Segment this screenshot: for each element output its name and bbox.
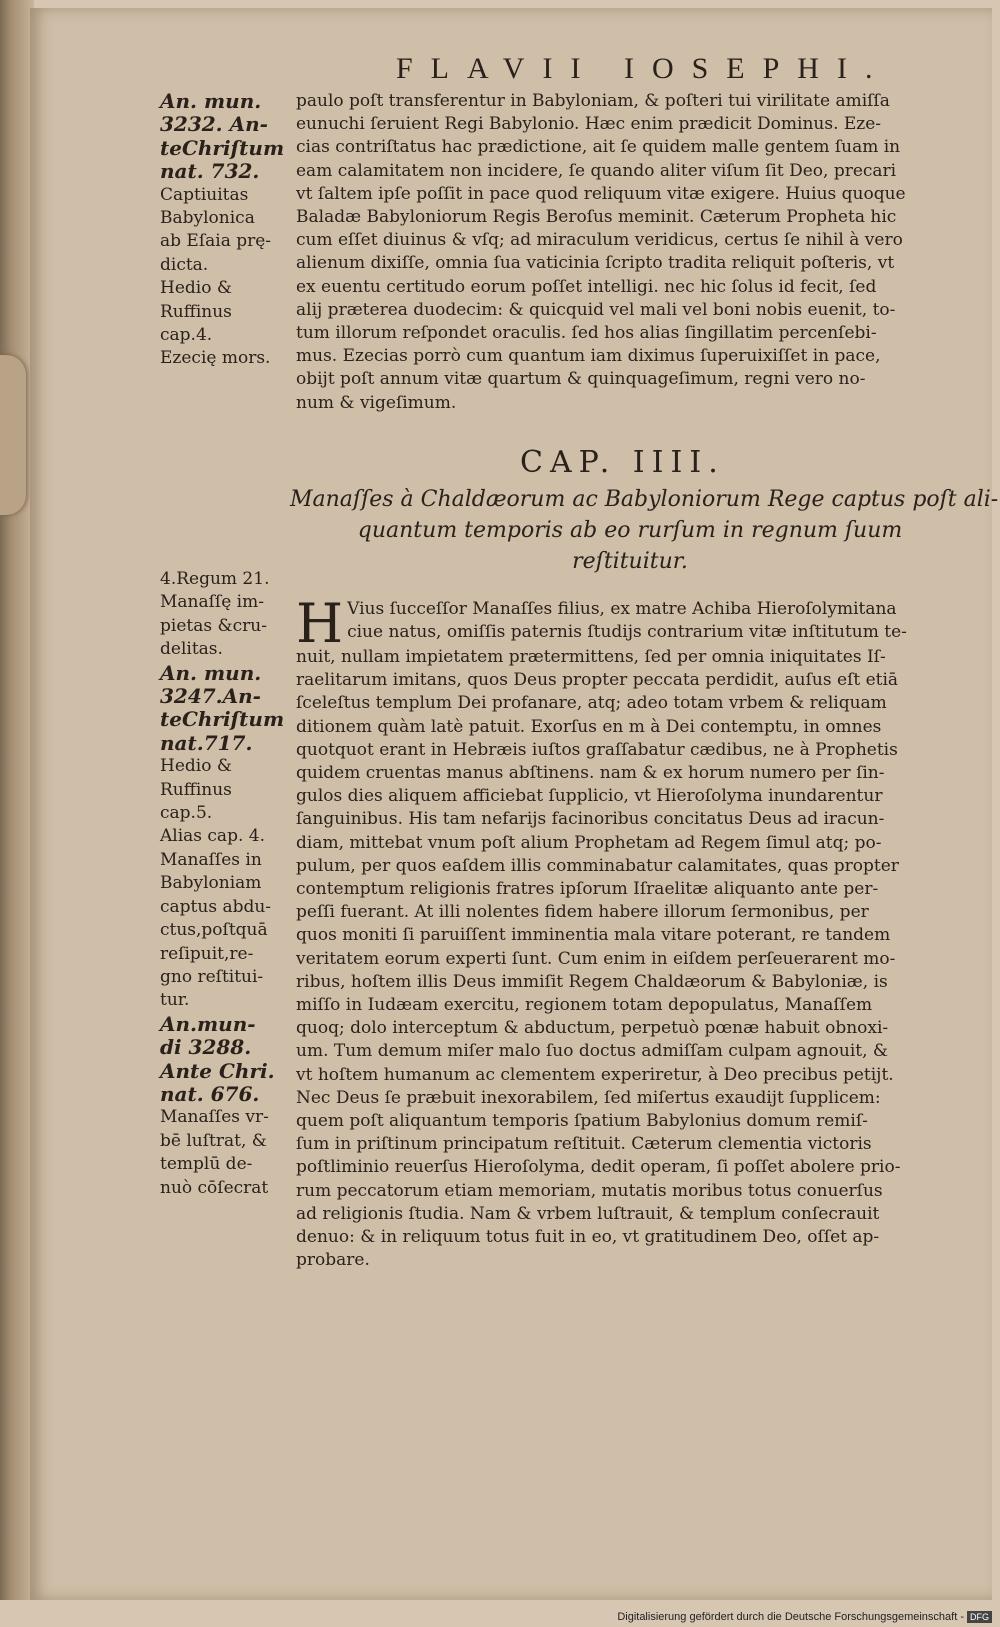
margin-note-line: delitas. — [160, 639, 223, 660]
text-line: alienum dixiſſe, omnia ſua vaticinia ſcripto tradita reliquit poſteris, vt — [296, 253, 895, 274]
text-line: gulos dies aliquem afficiebat ſupplicio, vt Hieroſolyma inundarentur — [296, 786, 883, 807]
summary-line: Manaſſes à Chaldæorum ac Babyloniorum Rege captus poſt ali- — [290, 487, 999, 512]
margin-note-line: Manaſſes vr- — [160, 1107, 269, 1128]
text-line: miſſo in Iudæam exercitu, regionem totam depopulatus, Manaſſem — [296, 995, 873, 1016]
drop-cap: H — [296, 592, 344, 655]
text-line: poſtliminio reuerſus Hieroſolyma, dedit operam, ſi poſſet abolere prio- — [296, 1157, 901, 1178]
summary-line: quantum temporis ab eo rurſum in regnum ſuum — [357, 518, 903, 543]
text-line: mus. Ezecias porrò cum quantum iam diximus ſuperuixiſſet in pace, — [296, 346, 881, 367]
text-line: raelitarum imitans, quos Deus propter peccata perdidit, auſus eſt etiā — [296, 670, 899, 691]
text-line: ditionem quàm latè patuit. Exorſus en m à Dei contemptu, in omnes — [296, 716, 882, 737]
margin-note-line: An. mun. — [160, 89, 262, 113]
text-line: num & vigeſimum. — [296, 392, 457, 413]
margin-note-line: Babyloniam — [160, 873, 262, 894]
margin-note-line: An.mun- — [160, 1011, 256, 1036]
margin-note-line: Ruffinus — [160, 301, 232, 322]
text-line: nuit, nullam impietatem prætermittens, ſed per omnia iniquitates Iſ- — [296, 647, 886, 667]
text-line: cum eſſet diuinus & vſq; ad miraculum veridicus, certus ſe nihil à vero — [296, 230, 903, 251]
margin-note-line: nuò cōſecrat — [160, 1177, 269, 1198]
margin-note-line: gno reſtitui- — [160, 966, 264, 987]
margin-note-line: reſipuit,re- — [160, 943, 254, 964]
margin-note-line: nat. 676. — [160, 1081, 260, 1106]
text-line: alij præterea duodecim: & quicquid vel mali vel boni nobis euenit, to- — [296, 299, 896, 320]
margin-note-line: Manaſſes in — [160, 849, 262, 870]
margin-note-line: bē luſtrat, & — [160, 1130, 267, 1151]
text-line: quos moniti ſi paruiſſent imminentia mala vitare poterant, re tandem — [296, 925, 891, 946]
text-line: vt hoſtem humanum ac clementem experiretur, à Deo precibus petijt. — [296, 1064, 894, 1085]
margin-note-line: di 3288. — [160, 1035, 252, 1060]
margin-note-line: Ruffinus — [160, 779, 232, 800]
text-line: ſum in priſtinum principatum reſtituit. Cæterum clementia victoris — [296, 1134, 872, 1155]
text-line: ciue natus, omiſſis paternis ſtudijs contrarium vitæ inſtitutum te- — [347, 622, 907, 643]
text-line: probare. — [296, 1250, 370, 1271]
margin-note-line: nat.717. — [160, 730, 253, 755]
chapter-title: CAP. IIII. — [520, 445, 725, 480]
margin-note-line: Hedio & — [160, 756, 232, 777]
footer-text: Digitalisierung gefördert durch die Deutsche Forschungsgemeinschaft - — [617, 1611, 964, 1623]
text-line: peſſi fuerant. At illi nolentes fidem habere illorum ſermonibus, per — [296, 902, 869, 923]
text-line: diam, mittebat vnum poſt alium Prophetam ad Regem ſimul atq; po- — [296, 832, 882, 853]
text-block-bottom — [296, 592, 976, 1272]
margin-note-line: ab Eſaia prę- — [160, 231, 272, 252]
margin-note-line: Manaſſę im- — [160, 592, 264, 613]
text-line: veritatem eorum experti ſunt. Cum enim in eiſdem perſeuerarent mo- — [296, 948, 896, 969]
margin-note-line: 4.Regum 21. — [160, 569, 270, 589]
text-line: quem poſt aliquantum temporis ſpatium Babylonius domum remiſ- — [296, 1111, 868, 1132]
text-line: ad religionis ſtudia. Nam & vrbem luſtrauit, & templum conſecrauit — [296, 1203, 880, 1224]
margin-note-line: teChriſtum — [160, 135, 285, 160]
margin-note-line: 3232. An- — [160, 112, 268, 137]
margin-note-line: cap.5. — [160, 803, 213, 824]
book-gutter — [0, 0, 34, 1600]
digitization-footer — [617, 1611, 992, 1623]
text-line: ex euentu certitudo eorum poſſet intelligi. nec hic ſolus id fecit, ſed — [296, 276, 877, 297]
margin-note-line: 3247.An- — [160, 684, 261, 709]
text-block-top — [296, 90, 976, 415]
margin-note-line: dicta. — [160, 254, 209, 275]
margin-note-line: Ezecię mors. — [160, 348, 271, 369]
margin-notes-top — [160, 90, 300, 371]
margin-note-line: Ante Chri. — [160, 1058, 275, 1083]
margin-note-line: templū de- — [160, 1154, 253, 1175]
text-line: quidem cruentas manus abſtinens. nam & ex horum numero per ſin- — [296, 763, 885, 784]
text-line: cias contriſtatus hac prædictione, ait ſe quidem malle gentem ſuam in — [296, 137, 901, 158]
margin-note-line: tur. — [160, 990, 190, 1011]
margin-note-line: Captiuitas — [160, 184, 249, 205]
text-remaining-lines — [296, 646, 976, 1272]
text-line: Vius ſucceſſor Manaſſes filius, ex matre Achiba Hieroſolymitana — [347, 599, 897, 619]
margin-notes-bottom — [160, 568, 300, 1200]
text-first-lines — [296, 592, 976, 655]
margin-note-line: An. mun. — [160, 660, 262, 685]
text-line: quoq; dolo interceptum & abductum, perpetuò pœnæ habuit obnoxi- — [296, 1018, 889, 1039]
margin-note-line: ctus,poſtquā — [160, 920, 268, 941]
margin-note-line: pietas &cru- — [160, 615, 267, 636]
margin-note-line: captus abdu- — [160, 896, 272, 917]
text-line: ribus, hoſtem illis Deus immiſit Regem Chaldæorum & Babyloniæ, is — [296, 971, 888, 992]
margin-note-line: teChriſtum — [160, 707, 285, 732]
text-line: ſceleſtus templum Dei profanare, atq; adeo totam vrbem & reliquam — [296, 693, 887, 714]
text-line: obijt poſt annum vitæ quartum & quinquageſimum, regni vero no- — [296, 369, 866, 390]
margin-note-line: cap.4. — [160, 325, 213, 346]
running-head: FLAVII IOSEPHI. — [396, 52, 891, 85]
page-tab-marker — [0, 355, 26, 515]
text-line: vt ſaltem ipſe poſſit in pace quod reliquum vitæ exigere. Huius quoque — [296, 183, 906, 204]
text-line: ſanguinibus. His tam nefarijs facinoribus concitatus Deus ad iracun- — [296, 809, 885, 830]
text-line: eam calamitatem non incidere, ſe quando aliter viſum ſit Deo, precari — [296, 160, 897, 181]
text-line: denuo: & in reliquum totus fuit in eo, vt gratitudinem Deo, oſſet ap- — [296, 1227, 880, 1248]
chapter-summary — [290, 484, 999, 577]
margin-note-line: Alias cap. 4. — [160, 826, 265, 847]
text-line: pulum, per quos eaſdem illis comminabatur calamitates, quas propter — [296, 855, 899, 876]
text-line: Nec Deus ſe præbuit inexorabilem, ſed miſertus exaudijt ſupplicem: — [296, 1087, 881, 1108]
text-line: contemptum religionis fratres ipſorum Iſraelitæ aliquanto ante per- — [296, 879, 879, 900]
text-line: eunuchi ſeruient Regi Babylonio. Hæc enim prædicit Dominus. Eze- — [296, 114, 882, 135]
text-line: Baladæ Babyloniorum Regis Beroſus meminit. Cæterum Propheta hic — [296, 207, 897, 228]
text-line: paulo poſt transferentur in Babyloniam, & poſteri tui virilitate amiſſa — [296, 91, 890, 111]
text-line: um. Tum demum miſer malo ſuo doctus admiſſam culpam agnouit, & — [296, 1041, 889, 1062]
margin-note-line: Babylonica — [160, 208, 255, 229]
text-line: tum illorum reſpondet oraculis. ſed hos alias ſingillatim percenſebi- — [296, 323, 877, 344]
text-line: quotquot erant in Hebræis iuſtos graſſabatur cædibus, ne à Prophetis — [296, 739, 898, 760]
summary-line: reſtituitur. — [572, 549, 688, 574]
margin-note-line: nat. 732. — [160, 159, 260, 184]
dfg-logo: DFG — [967, 1611, 992, 1623]
text-line: rum peccatorum etiam memoriam, mutatis moribus totus conuerſus — [296, 1180, 883, 1201]
margin-note-line: Hedio & — [160, 278, 232, 299]
